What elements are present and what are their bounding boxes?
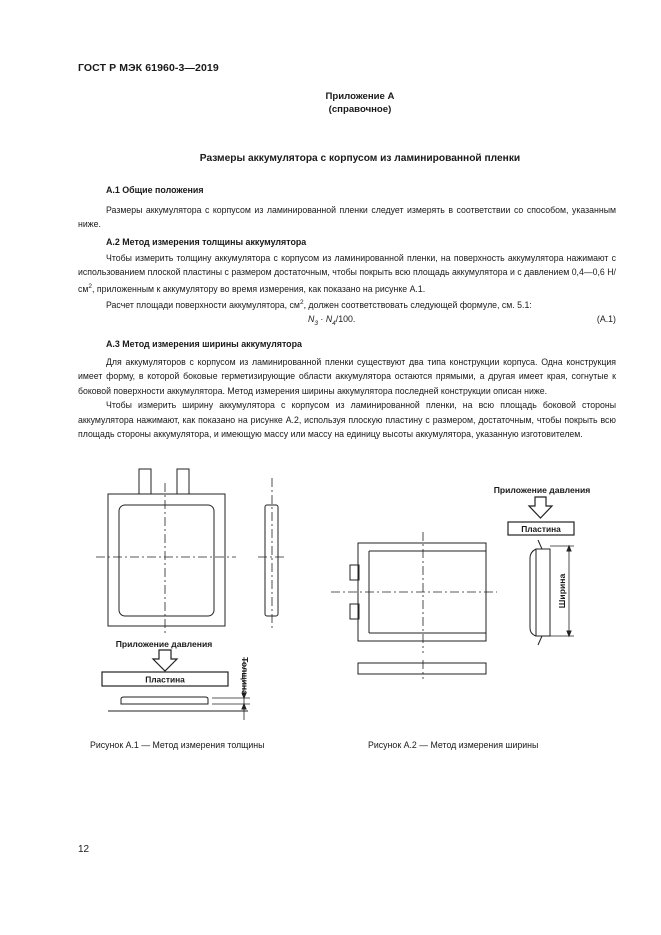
superscript: 2 — [88, 282, 93, 290]
section-heading-a1: А.1 Общие положения — [106, 185, 204, 195]
paragraph-text: Размеры аккумулятора с корпусом из ламинированной пленки следует измерять в соответствии со способом, указанным ниже. — [78, 205, 616, 230]
superscript: 2 — [299, 299, 304, 307]
text-run: Расчет площади поверхности аккумулятора, см — [106, 300, 300, 311]
page-number: 12 — [78, 844, 90, 855]
formula-tail: /100. — [335, 314, 356, 324]
formula-number: (А.1) — [596, 314, 616, 324]
width-label: Ширина — [557, 573, 567, 609]
formula-var: N — [325, 314, 333, 324]
battery-side-view — [265, 505, 278, 616]
figure-a1-labels — [116, 639, 250, 695]
formula-var: N — [308, 314, 315, 324]
battery-inner-outline — [119, 505, 214, 616]
figure-a2-labels — [494, 485, 591, 608]
centerlines — [331, 532, 497, 679]
page-title: Размеры аккумулятора с корпусом из ламинированной пленки — [199, 153, 521, 164]
text-run: Чтобы измерить толщину аккумулятора с корпусом из ламинированной пленки, на поверхность аккумулятора нажимают с использованием плоской пластины с размером достаточным, чтобы покрыть всю площадь аккумулятора и с давлением 0,4—0,6 Н/см — [78, 253, 616, 294]
terminal-left — [139, 469, 151, 494]
battery-front-view — [108, 494, 225, 626]
pressure-label: Приложение давления — [115, 639, 213, 649]
figure-a1 — [96, 469, 284, 720]
section-heading-a3: А.3 Метод измерения ширины аккумулятора — [106, 339, 302, 349]
formula-sub: 3 — [314, 319, 318, 327]
centerlines — [96, 478, 284, 636]
figure-a1-caption: Рисунок А.1 — Метод измерения толщины — [90, 740, 265, 750]
text-run: , должен соответствовать следующей формуле, см. 5.1: — [303, 300, 532, 311]
text-run: , приложенным к аккумулятору во время измерения, как показано на рисунке А.1. — [92, 283, 426, 294]
plate-label: Пластина — [145, 674, 185, 685]
pressure-arrow-icon — [529, 497, 552, 518]
plate-label: Пластина — [521, 524, 561, 534]
formula-sub: 4 — [332, 319, 336, 327]
figure-a2-caption: Рисунок А.2 — Метод измерения ширины — [368, 740, 539, 750]
pressure-label: Приложение давления — [493, 485, 591, 495]
paragraph-text: Для аккумуляторов с корпусом из ламинированной пленки существуют два типа конструкции корпуса. Одна конструкция имеет форму, в которой боковые герметизирующие области аккумулятора остаются прямыми, а другая имеет края, согнутые к боковой поверхности аккумулятора. Метод измерения ширины аккумулятора последней конструкции описан ниже. — [78, 357, 616, 396]
appendix-subtitle: (справочное) — [328, 104, 392, 115]
appendix-title: Приложение А — [325, 91, 395, 102]
thickness-label: Толщина — [240, 657, 250, 695]
paragraph-text: Чтобы измерить ширину аккумулятора с корпусом из ламинированной пленки, на всю площадь боковой стороны аккумулятора нажимают, как показано на рисунке А.2, используя плоскую пластину с размером, достаточным, чтобы покрыть всю площадь стороны аккумулятора, и имеющую массу или массу на единицу высоты аккумулятора, указанную изготовителем. — [78, 400, 616, 440]
terminal-right — [177, 469, 189, 494]
pressure-arrow-icon — [153, 650, 177, 671]
section-heading-a2: А.2 Метод измерения толщины аккумулятора — [106, 237, 307, 247]
formula-dot: · — [317, 314, 326, 324]
battery-side-folded — [536, 549, 550, 636]
battery-under-plate — [121, 697, 208, 704]
battery-bottom-side-view — [358, 663, 486, 674]
document-header: ГОСТ Р МЭК 61960-3—2019 — [78, 62, 219, 74]
